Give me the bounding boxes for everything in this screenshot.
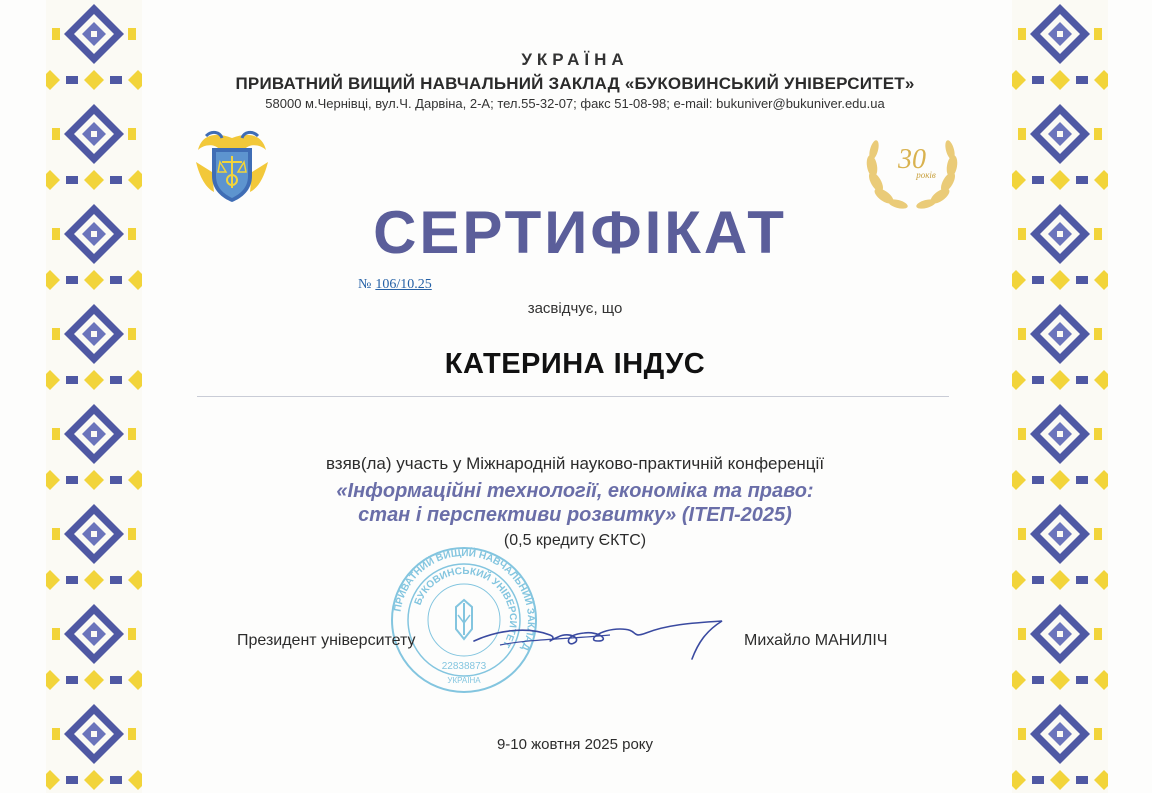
right-ornament-border bbox=[1012, 0, 1108, 793]
signature-icon bbox=[470, 605, 740, 675]
conference-title-line1: «Інформаційні технології, економіка та право: bbox=[336, 480, 814, 502]
signatory-role: Президент університету bbox=[237, 632, 416, 649]
institution-address: 58000 м.Чернівці, вул.Ч. Дарвіна, 2-А; тел.55-32-07; факс 51-08-98; e-mail: bukuniver@bukuniver.edu.ua bbox=[265, 96, 885, 111]
seal-code: 22838873 bbox=[441, 661, 487, 672]
conference-title-line2: стан і перспективи розвитку» (ІТЕП-2025) bbox=[358, 504, 792, 526]
seal-inner-text: БУКОВИНСЬКИЙ УНІВЕРСИТЕТ bbox=[412, 565, 519, 649]
recipient-name: КАТЕРИНА ІНДУС bbox=[444, 348, 706, 380]
institution-name: ПРИВАТНИЙ ВИЩИЙ НАВЧАЛЬНИЙ ЗАКЛАД «БУКОВИНСЬКИЙ УНІВЕРСИТЕТ» bbox=[235, 74, 915, 93]
certificate-number-value[interactable]: 106/10.25 bbox=[375, 277, 432, 292]
divider-line bbox=[197, 396, 949, 397]
seal-country: УКРАЇНА bbox=[447, 676, 481, 685]
anniversary-number: 30 bbox=[898, 144, 926, 175]
signatory-name: Михайло МАНИЛІЧ bbox=[744, 632, 888, 649]
anniversary-laurel-icon bbox=[862, 124, 962, 212]
certificate-title: СЕРТИФІКАТ bbox=[373, 199, 787, 266]
certificate-number[interactable] bbox=[358, 277, 432, 293]
seal-outer-text: ПРИВАТНИЙ ВИЩИЙ НАВЧАЛЬНИЙ ЗАКЛАД bbox=[392, 547, 537, 652]
event-date: 9-10 жовтня 2025 року bbox=[496, 736, 654, 753]
left-ornament-border bbox=[46, 0, 142, 793]
participation-text: взяв(ла) участь у Міжнародній науково-практичній конференції bbox=[325, 454, 825, 473]
credits-text: (0,5 кредиту ЄКТС) bbox=[503, 532, 647, 549]
certificate-number-prefix: № bbox=[358, 277, 372, 292]
country-heading: УКРАЇНА bbox=[521, 50, 629, 69]
university-emblem-icon bbox=[192, 128, 272, 204]
conference-title bbox=[160, 479, 990, 527]
anniversary-word: років bbox=[916, 170, 936, 180]
certifies-text: засвідчує, що bbox=[527, 300, 623, 317]
